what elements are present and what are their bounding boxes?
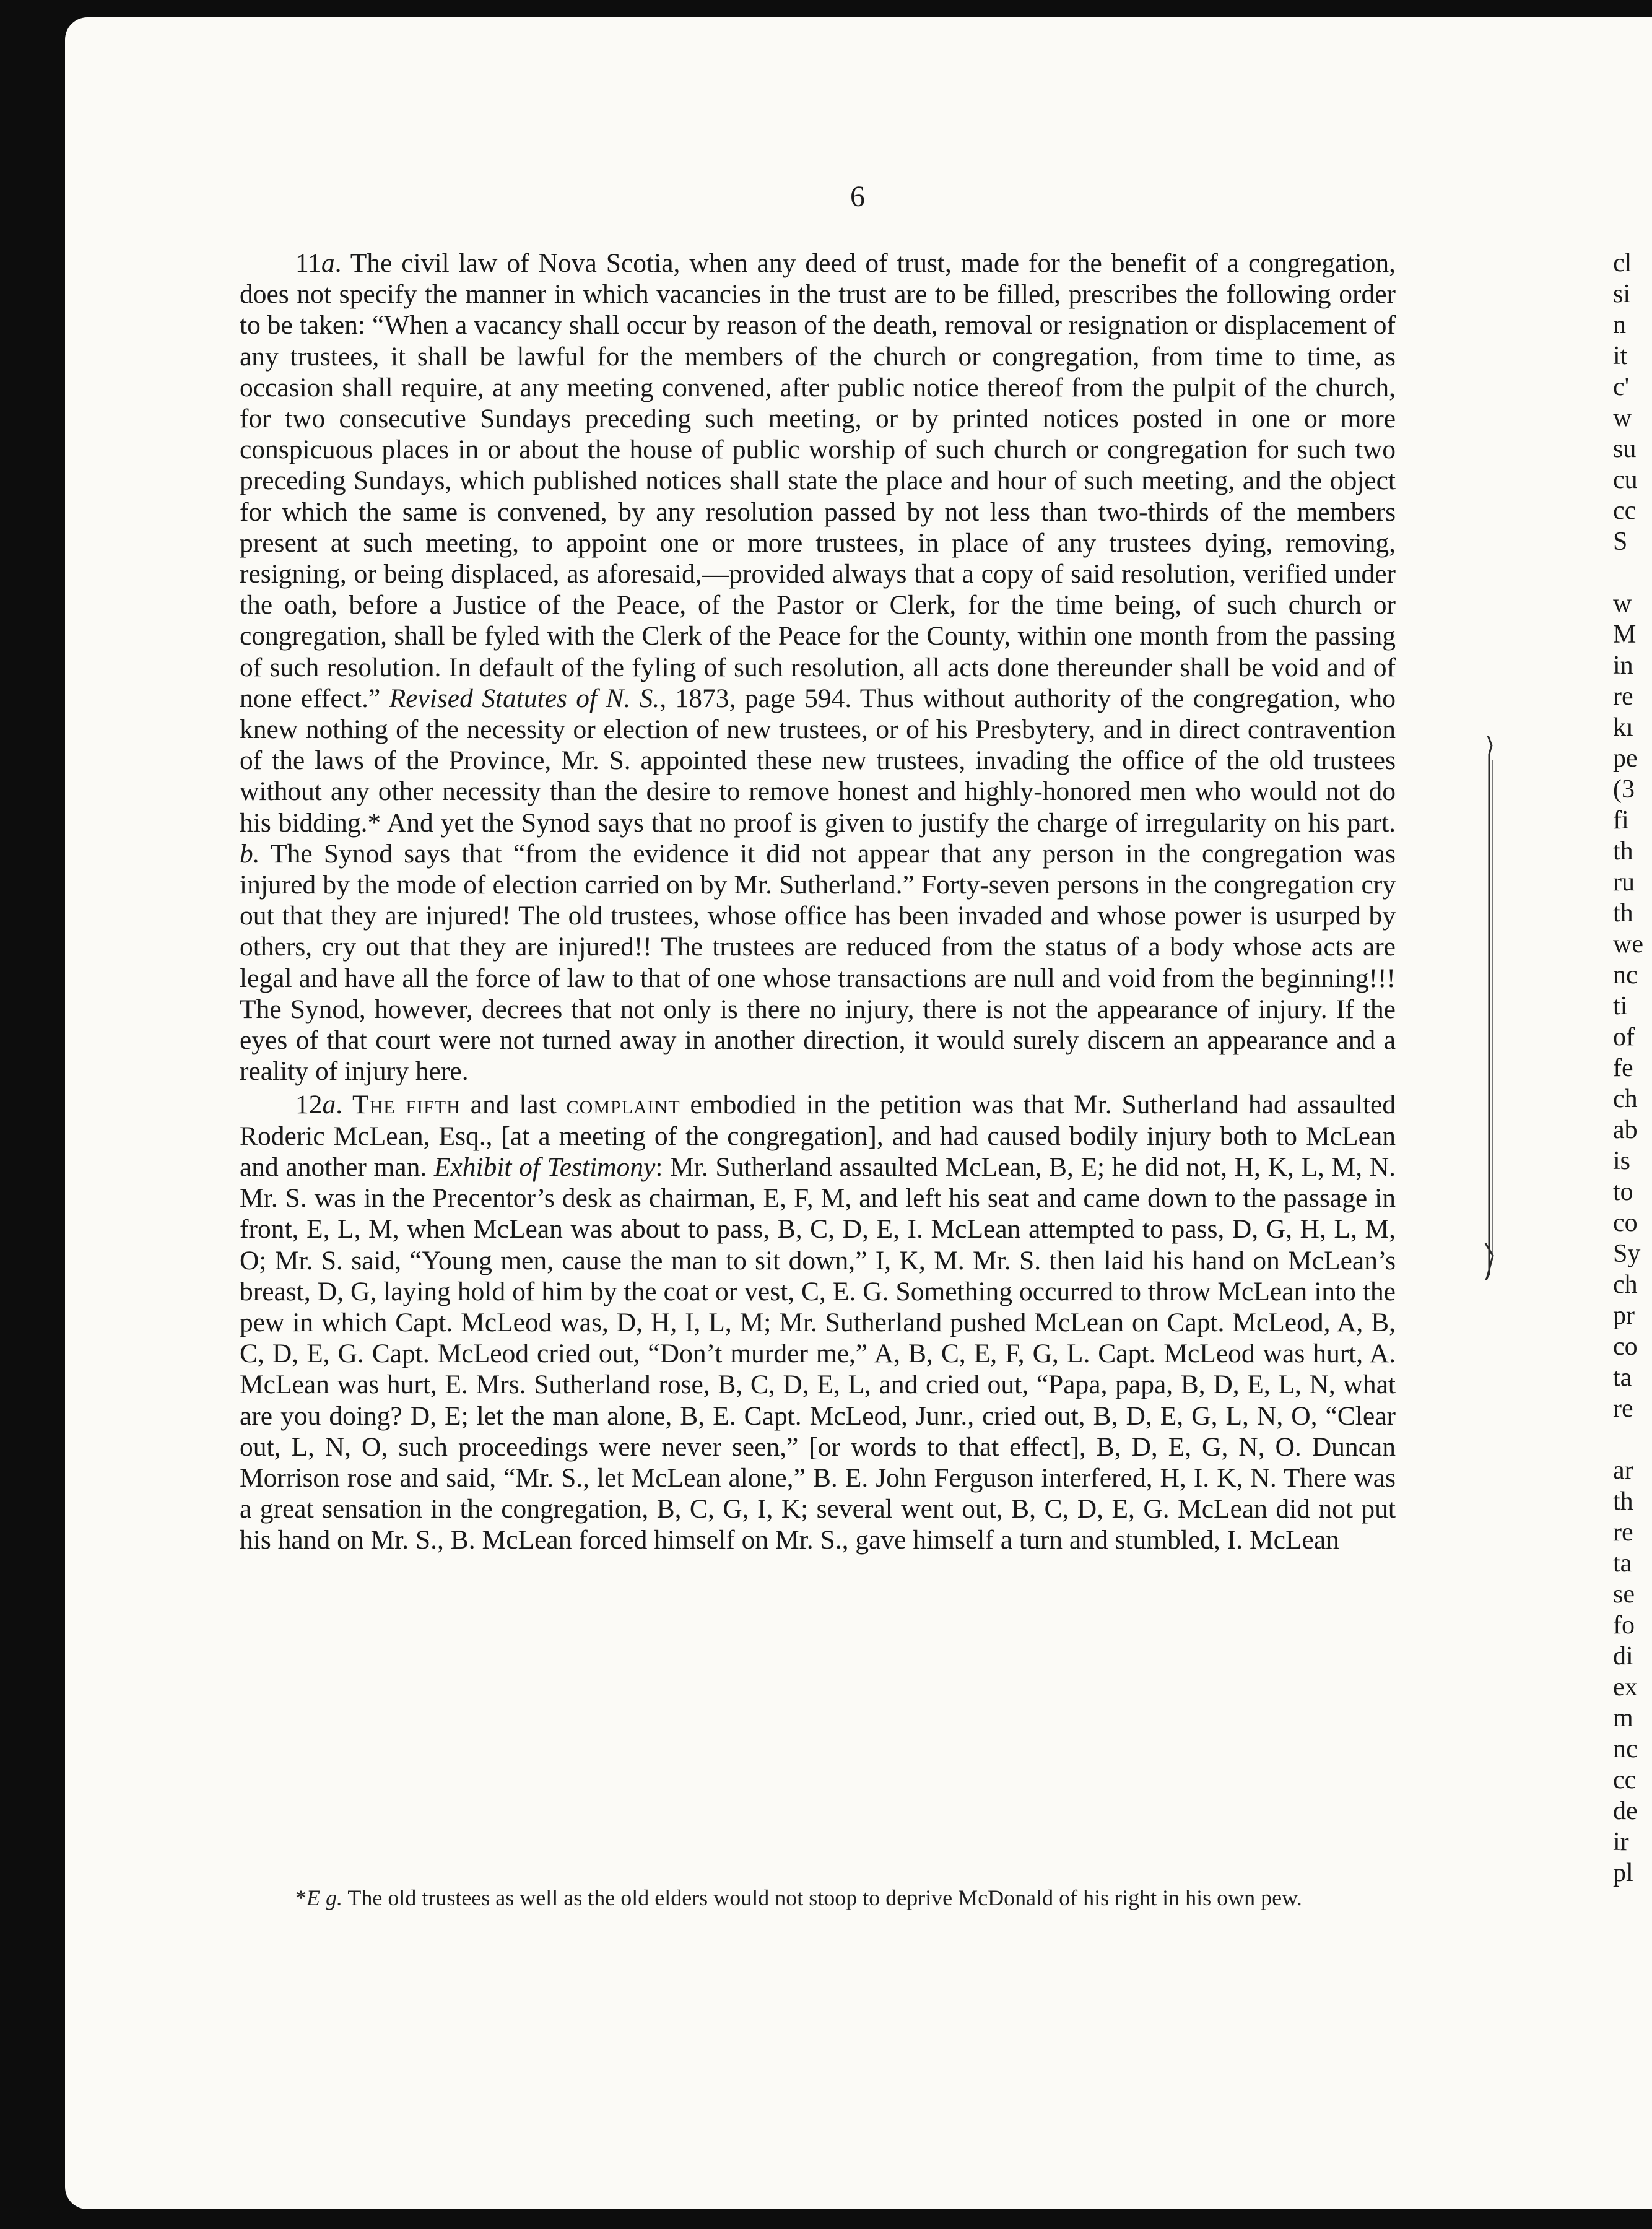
argument-text: , 1873, page 594. Thus without authority of the congregation, who knew nothing of the necessity or election of new trustees, or of his Presbytery, and in direct contravention of the laws of the Province, Mr. S. appointed these new trustees, invading the office of the old trustees without any other necessity than the desire to remove honest and highly-honored men who would not do his bidding.* And yet the Synod says that no proof is given to justify the charge of irregularity on his part.: [240, 683, 1396, 838]
paragraph-12a: 12a. The fifth and last complaint embodied in the petition was that Mr. Sutherland had assaulted Roderic McLean, Esq., [at a meeting of the congregation], and had caused bodily injury both to McLean and another man. Exhibit of Testimony: Mr. Sutherland assaulted McLean, B, E; he did not, H, K, L, M, N. Mr. S. was in the Precentor’s desk as chairman, E, F, M, and left his seat and came down to the passage in front, E, L, M, when McLean was about to pass, B, C, D, E, I. McLean attempted to pass, D, G, H, L, M, O; Mr. S. said, “Young men, cause the man to sit down,” I, K, M. Mr. S. then laid his hand on McLean’s breast, D, G, laying hold of him by the coat or vest, C, E. G. Something occurred to throw McLean into the pew in which Capt. McLeod was, D, H, I, L, M; Mr. Sutherland pushed McLean on Capt. McLeod, A, B, C, D, E, G. Capt. McLeod cried out, “Don’t murder me,” A, B, C, E, F, G, L. Capt. McLeod was hurt, A. McLean was hurt, E. Mrs. Sutherland rose, B, C, D, E, L, and cried out, “Papa, papa, B, D, E, L, N, what are you doing? D, E; let the man alone, B, E. Capt. McLeod, Junr., cried out, B, D, E, G, L, N, O, “Clear out, L, N, O, such proceedings were never seen,” [or words to that effect], B, D, E, G, N, O. Duncan Morrison rose and said, “Mr. S., let McLean alone,” B. E. John Ferguson interfered, H, I. K, N. There was a great sensation in the congregation, B, C, G, I, K; several went out, B, C, D, E, G. McLean did not put his hand on Mr. S., B. McLean forced himself on Mr. S., gave himself a turn and stumbled, I. McLean: [240, 1090, 1396, 1555]
body-text: [240, 248, 1396, 1556]
complaint-text: and last: [470, 1090, 557, 1120]
smallcaps-complaint: complaint: [566, 1090, 680, 1120]
scanned-page: [65, 17, 1652, 2209]
paragraph-11a: [240, 248, 1396, 1087]
page-number: 6: [850, 180, 865, 213]
exhibit-label: Exhibit of Testimony: [433, 1152, 656, 1182]
subpoint-label: b.: [240, 838, 260, 869]
facing-page-fragments: cl si n it c' w su cu cc S w M in re kı pe (3 fi th ru th we nc ti of fe ch ab is to co Sy ch pr co ta re ar th re ta se fo di ex m nc cc de ir pl: [1613, 249, 1643, 1887]
scan-artifact: [288, 2197, 721, 2209]
paragraph-letter: a: [321, 248, 335, 278]
paragraph-number: 12: [295, 1090, 323, 1120]
smallcaps-heading: The fifth: [352, 1090, 461, 1120]
testimony-text: : Mr. Sutherland assaulted McLean, B, E; he did not, H, K, L, M, N. Mr. S. was in the Precentor’s desk as chairman, E, F, M, and left his seat and came down to the passage in front, E, L, M, when McLean was about to pass, B, C, D, E, I. McLean attempted to pass, D, G, H, L, M, O; Mr. S. said, “Young men, cause the man to sit down,” I, K, M. Mr. S. then laid his hand on McLean’s breast, D, G, laying hold of him by the coat or vest, C, E. G. Something occurred to throw McLean into the pew in which Capt. McLeod was, D, H, I, L, M; Mr. Sutherland pushed McLean on Capt. McLeod, A, B, C, D, E, G. Capt. McLeod cried out, “Don’t murder me,” A, B, C, E, F, G, L. Capt. McLeod was hurt, A. McLean was hurt, E. Mrs. Sutherland rose, B, C, D, E, L, and cried out, “Papa, papa, B, D, E, L, N, what are you doing? D, E; let the man alone, B, E. Capt. McLeod, Junr., cried out, B, D, E, G, L, N, O, “Clear out, L, N, O, such proceedings were never seen,” [or words to that effect], B, D, E, G, N, O. Duncan Morrison rose and said, “Mr. S., let McLean alone,” B. E. John Ferguson interfered, H, I. K, N. There was a great sensation in the congregation, B, C, G, I, K; several went out, B, C, D, E, G. McLean did not put his hand on Mr. S., B. McLean forced himself on Mr. S., gave himself a turn and stumbled, I. McLean: [240, 1152, 1396, 1555]
paragraph-number: 11: [295, 248, 321, 278]
footnote-text: The old trustees as well as the old elders would not stoop to deprive McDonald of his right in his own pew.: [347, 1885, 1302, 1910]
statute-citation: Revised Statutes of N. S.: [389, 683, 660, 713]
statute-quote: . The civil law of Nova Scotia, when any deed of trust, made for the benefit of a congregation, does not specify the manner in which vacancies in the trust are to be filled, prescribes the following order to be taken: “When a vacancy shall occur by reason of the death, removal or resignation or displacement of any trustees, it shall be lawful for the members of the church or congregation, from time to time, as occasion shall require, at any meeting convened, after public notice thereof from the pulpit of the church, for two consecutive Sundays preceding such meeting, or by printed notices posted in one or more conspicuous places in or about the house of public worship of such church or congregation for such two preceding Sundays, which published notices shall state the place and hour of such meeting, and the object for which the same is convened, by any resolution passed by not less than two-thirds of the members present at such meeting, to appoint one or more trustees, in place of any trustees dying, removing, resigning, or being displaced, as aforesaid,—provided always that a copy of said resolution, verified under the oath, before a Justice of the Peace, of the Pastor or Clerk, for the time being, of such church or congregation, shall be fyled with the Clerk of the Peace for the County, within one month from the passing of such resolution. In default of the fyling of such resolution, all acts done thereunder shall be void and of none effect.”: [240, 248, 1396, 713]
paragraph-letter: a: [322, 1090, 336, 1120]
footnote-eg: E g.: [306, 1885, 342, 1910]
complaint-description: embodied in the petition was that Mr. Sutherland had assaulted Roderic McLean, Esq., [at a meeting of the congregation], and had caused bodily injury both to McLean and another man.: [240, 1090, 1396, 1182]
synod-response-text: The Synod says that “from the evidence it did not appear that any person in the congregation was injured by the mode of election carried on by Mr. Sutherland.” Forty-seven persons in the congregation cry out that they are injured! The old trustees, whose office has been invaded and whose power is usurped by others, cry out that they are injured!! The trustees are reduced from the status of a body whose acts are legal and have all the force of law to that of one whose transactions are null and void from the beginning!!! The Synod, however, decrees that not only is there no injury, there is not the appearance of injury. If the eyes of that court were not turned away in another direction, it would surely discern an appearance and a reality of injury here.: [240, 838, 1396, 1087]
footnote: [240, 1885, 1396, 1911]
margin-bracket-mark: [1477, 736, 1502, 1280]
footnote-marker: *: [295, 1885, 306, 1910]
